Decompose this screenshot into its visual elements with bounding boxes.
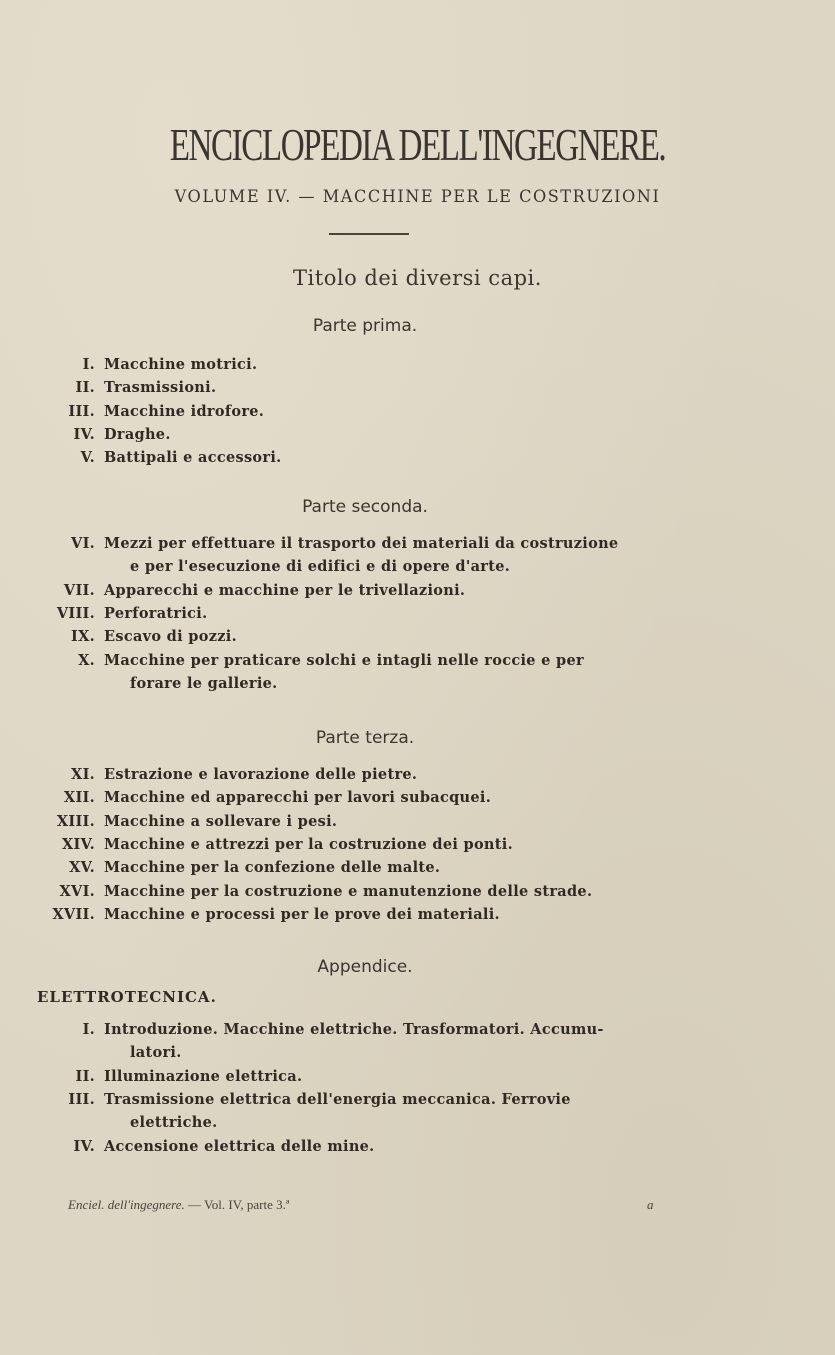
chapter-title-continued: e per l'esecuzione di edifici e di opere d'arte. <box>130 558 511 576</box>
chapter-title: Macchine e processi per le prove dei materiali. <box>104 905 500 923</box>
chapter-title: Draghe. <box>104 425 171 443</box>
chapter-number: XIII. <box>56 812 95 830</box>
chapter-title: Trasmissione elettrica dell'energia meccanica. Ferrovie <box>104 1090 571 1108</box>
chapter-number: VIII. <box>56 604 95 622</box>
chapter-number: IX. <box>71 628 95 646</box>
chapter-title: Mezzi per effettuare il trasporto dei materiali da costruzione <box>104 535 619 552</box>
chapter-number: II. <box>75 1067 95 1085</box>
chapter-title: Trasmissioni. <box>104 379 217 397</box>
appendix-section-label: ELETTROTECNICA. <box>37 988 217 1006</box>
chapter-title: Macchine per la costruzione e manutenzione delle strade. <box>104 882 593 900</box>
contents-heading: Titolo dei diversi capi. <box>293 266 542 290</box>
chapter-title-continued: forare le gallerie. <box>130 674 278 692</box>
chapter-number: XII. <box>63 789 95 807</box>
volume-subtitle: VOLUME IV. — MACCHINE PER LE COSTRUZIONI <box>174 187 661 207</box>
chapter-title: Perforatrici. <box>104 604 208 622</box>
chapter-title: Macchine per praticare solchi e intagli nelle roccie e per <box>104 651 584 669</box>
chapter-title: Macchine motrici. <box>104 356 258 373</box>
chapter-title-continued: latori. <box>130 1044 182 1062</box>
chapter-number: XIV. <box>62 835 95 853</box>
footer-volume: — Vol. IV, parte 3.ª <box>184 1197 290 1212</box>
part-heading: Parte terza. <box>315 728 415 748</box>
chapter-title: Macchine a sollevare i pesi. <box>104 812 338 830</box>
chapter-title: Estrazione e lavorazione delle pietre. <box>104 766 418 783</box>
chapter-title: Apparecchi e macchine per le trivellazioni. <box>104 581 466 599</box>
chapter-title: Illuminazione elettrica. <box>104 1067 303 1085</box>
chapter-number: XV. <box>69 859 95 877</box>
chapter-title: Macchine idrofore. <box>104 402 265 420</box>
footer-work-title: Enciel. dell'ingegnere. <box>68 1197 185 1212</box>
chapter-number: III. <box>68 1090 95 1108</box>
page-footer <box>68 1197 289 1213</box>
chapter-number: XVI. <box>59 882 95 900</box>
part-heading: Parte prima. <box>312 316 418 336</box>
chapter-title: Escavo di pozzi. <box>104 628 237 646</box>
signature-mark: a <box>647 1197 654 1212</box>
chapter-number: VII. <box>63 581 95 599</box>
appendix-heading: Appendice. <box>317 957 413 977</box>
book-title: ENCICLOPEDIA DELL'INGEGNERE. <box>169 119 666 170</box>
chapter-number: VI. <box>71 535 95 552</box>
chapter-number: V. <box>80 449 95 467</box>
chapter-title: Macchine ed apparecchi per lavori subacquei. <box>104 789 492 807</box>
chapter-number: XI. <box>71 766 95 783</box>
chapter-number: X. <box>78 651 95 669</box>
chapter-number: XVII. <box>52 905 95 923</box>
chapter-number: IV. <box>73 425 95 443</box>
chapter-title: Battipali e accessori. <box>104 449 282 467</box>
chapter-title: Introduzione. Macchine elettriche. Trasformatori. Accumu- <box>104 1021 604 1038</box>
chapter-number: I. <box>82 1021 95 1038</box>
part-heading: Parte seconda. <box>302 497 428 517</box>
chapter-title: Macchine per la confezione delle malte. <box>104 859 441 877</box>
chapter-title: Accensione elettrica delle mine. <box>104 1137 375 1155</box>
chapter-title: Macchine e attrezzi per la costruzione dei ponti. <box>104 835 513 853</box>
chapter-title-continued: elettriche. <box>130 1114 218 1132</box>
chapter-number: IV. <box>73 1137 95 1155</box>
chapter-number: I. <box>82 356 95 373</box>
chapter-number: II. <box>75 379 95 397</box>
divider-rule <box>329 233 409 235</box>
chapter-number: III. <box>68 402 95 420</box>
